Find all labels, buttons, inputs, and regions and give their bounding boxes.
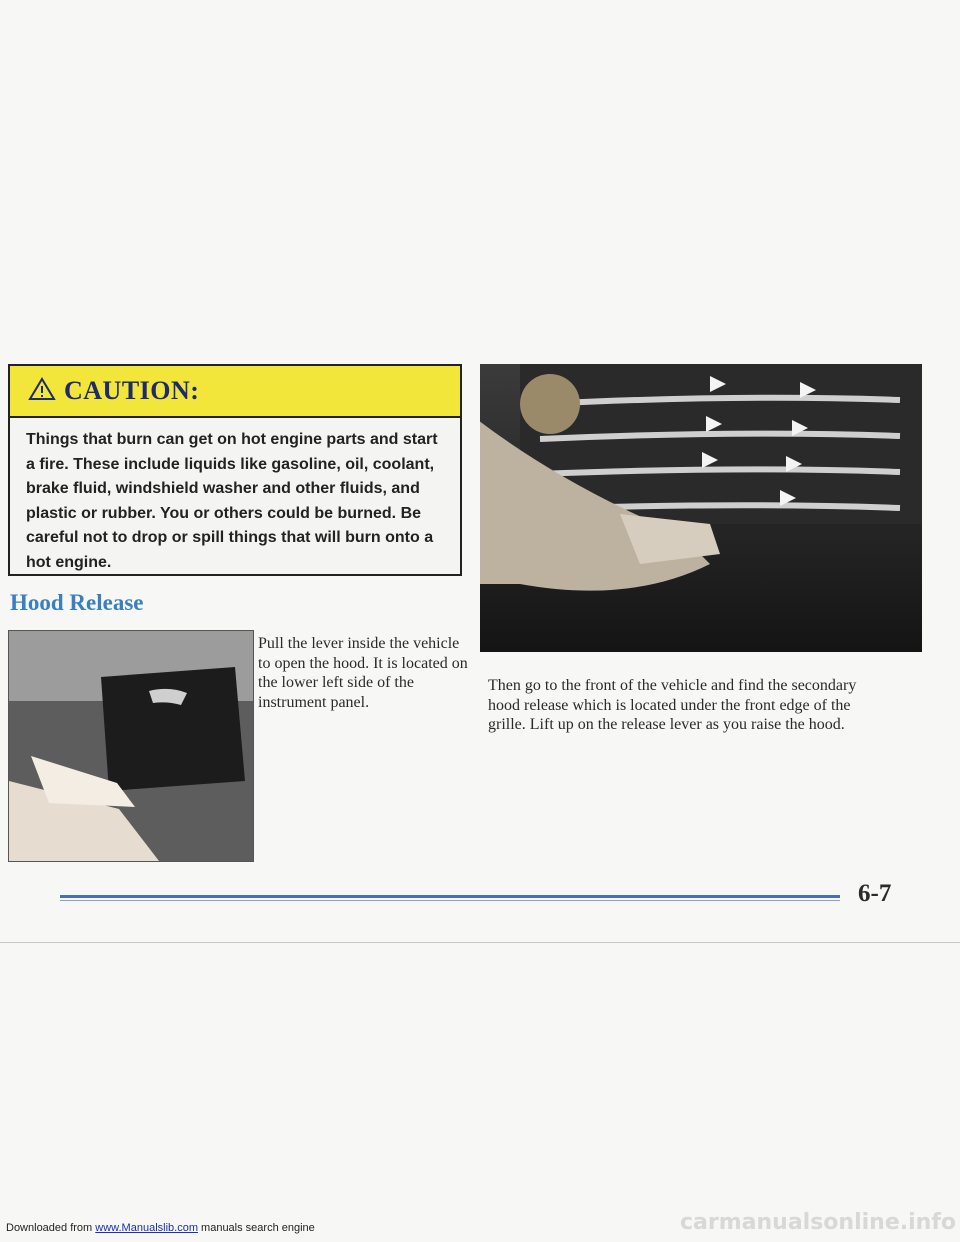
grille-release-photo xyxy=(480,364,922,652)
caution-title: CAUTION: xyxy=(64,376,200,405)
manualslib-link[interactable]: www.Manualslib.com xyxy=(95,1222,198,1234)
secondary-release-instructions: Then go to the front of the vehicle and find the secondary hood release which is located under the front edge of the grille. Lift up on the release lever as you raise the hood. xyxy=(488,677,857,733)
section-heading: Hood Release xyxy=(10,590,144,615)
footer-divider xyxy=(0,942,960,943)
download-prefix: Downloaded from xyxy=(6,1222,96,1234)
warning-triangle-icon xyxy=(28,377,56,406)
caution-text: Things that burn can get on hot engine parts and start a fire. These include liquids like gasoline, oil, coolant, brake fluid, windshield washer and other fluids, and plastic or rubber. You or others could be burned. Be careful not to drop or spill things that will burn onto a hot engine. xyxy=(26,431,438,571)
hood-release-instructions: Pull the lever inside the vehicle to open the hood. It is located on the lower left side of the instrument panel. xyxy=(258,635,468,711)
hood-lever-photo-frame xyxy=(8,630,254,862)
page-rule xyxy=(60,895,840,898)
page-rule-secondary xyxy=(60,900,840,901)
caution-box xyxy=(8,364,462,576)
site-watermark: carmanualsonline.info xyxy=(680,1210,956,1235)
page-number: 6-7 xyxy=(858,880,892,907)
download-credit xyxy=(6,1222,315,1234)
download-suffix: manuals search engine xyxy=(197,1222,315,1234)
caution-header xyxy=(10,366,460,418)
